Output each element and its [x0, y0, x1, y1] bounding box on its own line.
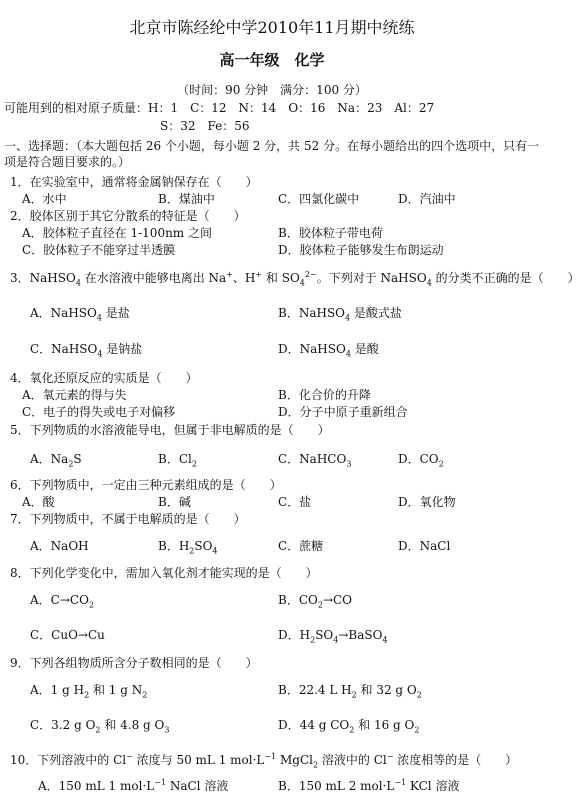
question-6-option-d[interactable]: D．氧化物: [398, 495, 456, 509]
question-1-option-a[interactable]: A．水中: [22, 192, 67, 206]
question-3-stem: 3．NaHSO$_4$ 在水溶液中能够电离出 Na+、H+ 和 $SO_4^{2-}$。下列对于 NaHSO$_4$ 的分类不正确的是（ ）: [10, 270, 580, 288]
question-2-option-d[interactable]: D．胶体粒子能够发生布朗运动: [278, 243, 444, 257]
question-3-option-c[interactable]: C．NaHSO$_4$ 是钠盐: [30, 342, 143, 359]
question-6-option-a[interactable]: A．酸: [22, 495, 55, 509]
question-9-option-b[interactable]: B．22.4 L $H_2$ 和 32 g $O_2$: [278, 683, 422, 700]
question-4-option-b[interactable]: B．化合价的升降: [278, 388, 371, 402]
question-8-option-c[interactable]: C．CuO→Cu: [30, 628, 105, 642]
question-10-stem: 10．下列溶液中的 Cl− 浓度与 50 mL 1 $mol\cdot L^{-1}$ MgCl$_2$ 溶液中的 Cl− 浓度相等的是（ ）: [10, 752, 518, 770]
atomic-mass-line-2: S：32 Fe：56: [160, 119, 250, 133]
exam-info: （时间：90 分钟 满分：100 分）: [177, 83, 367, 97]
question-9-stem: 9．下列各组物质所含分子数相同的是（ ）: [10, 656, 258, 670]
question-10-option-b[interactable]: B．150 mL 2 $mol\cdot L^{-1}$ KCl 溶液: [278, 778, 460, 793]
question-1-option-c[interactable]: C．四氯化碳中: [278, 192, 360, 206]
question-5-option-d[interactable]: D．$CO_2$: [398, 452, 444, 469]
question-5-stem: 5．下列物质的水溶液能导电，但属于非电解质的是（ ）: [10, 423, 330, 437]
page-title: 北京市陈经纶中学2010年11月期中统练: [129, 18, 415, 37]
question-5-option-b[interactable]: B．$Cl_2$: [158, 452, 197, 469]
section-intro-line-2: 项是符合题目要求的。）: [4, 155, 131, 169]
question-4-stem: 4．氧化还原反应的实质是（ ）: [10, 371, 198, 385]
atomic-mass-line-1: 可能用到的相对原子质量：H：1 C：12 N：14 O：16 Na：23 Al：27: [4, 101, 435, 115]
question-2-option-b[interactable]: B．胶体粒子带电荷: [278, 226, 383, 240]
question-3-option-d[interactable]: D．NaHSO$_4$ 是酸: [278, 342, 379, 359]
question-2-option-a[interactable]: A．胶体粒子直径在 1-100nm 之间: [22, 226, 212, 240]
question-4-option-c[interactable]: C．电子的得失或电子对偏移: [22, 405, 176, 419]
question-8-option-a[interactable]: A．$C\to CO_2$: [30, 593, 95, 610]
question-2-option-c[interactable]: C．胶体粒子不能穿过半透膜: [22, 243, 176, 257]
question-3-option-b[interactable]: B．NaHSO$_4$ 是酸式盐: [278, 306, 402, 323]
question-9-option-a[interactable]: A．1 g $H_2$ 和 1 g $N_2$: [30, 683, 148, 700]
question-7-option-b[interactable]: B．$H_2SO_4$: [158, 539, 218, 556]
question-6-option-c[interactable]: C．盐: [278, 495, 312, 509]
question-8-stem: 8．下列化学变化中，需加入氧化剂才能实现的是（ ）: [10, 566, 318, 580]
question-8-option-d[interactable]: D．$H_2SO_4\to BaSO_4$: [278, 628, 388, 645]
question-7-option-a[interactable]: A．NaOH: [30, 539, 89, 553]
question-10-option-a[interactable]: A．150 mL 1 $mol\cdot L^{-1}$ NaCl 溶液: [38, 778, 229, 793]
question-5-option-a[interactable]: A．$Na_2S$: [30, 452, 82, 469]
question-6-stem: 6．下列物质中，一定由三种元素组成的是（ ）: [10, 478, 282, 492]
page-subtitle: 高一年级 化学: [219, 51, 325, 69]
question-7-option-d[interactable]: D．NaCl: [398, 539, 451, 553]
question-1-option-d[interactable]: D．汽油中: [398, 192, 456, 206]
question-9-option-d[interactable]: D．44 g $CO_2$ 和 16 g $O_2$: [278, 718, 420, 735]
section-intro-line-1: 一、选择题：（本大题包括 26 个小题，每小题 2 分，共 52 分。在每小题给出的四个选项中，只有一: [4, 139, 540, 153]
question-4-option-a[interactable]: A．氧元素的得与失: [22, 388, 127, 402]
question-6-option-b[interactable]: B．碱: [158, 495, 191, 509]
question-3-option-a[interactable]: A．NaHSO$_4$ 是盐: [30, 306, 130, 323]
question-5-option-c[interactable]: C．NaHCO$_3$: [278, 452, 352, 469]
question-2-stem: 2．胶体区别于其它分散系的特征是（ ）: [10, 209, 246, 223]
question-4-option-d[interactable]: D．分子中原子重新组合: [278, 405, 408, 419]
question-9-option-c[interactable]: C．3.2 g $O_2$ 和 4.8 g $O_3$: [30, 718, 170, 735]
question-7-option-c[interactable]: C．蔗糖: [278, 539, 324, 553]
question-8-option-b[interactable]: B．$CO_2\to CO$: [278, 593, 353, 610]
question-7-stem: 7．下列物质中，不属于电解质的是（ ）: [10, 512, 246, 526]
question-1-stem: 1．在实验室中，通常将金属钠保存在（ ）: [10, 175, 258, 189]
question-1-option-b[interactable]: B．煤油中: [158, 192, 215, 206]
